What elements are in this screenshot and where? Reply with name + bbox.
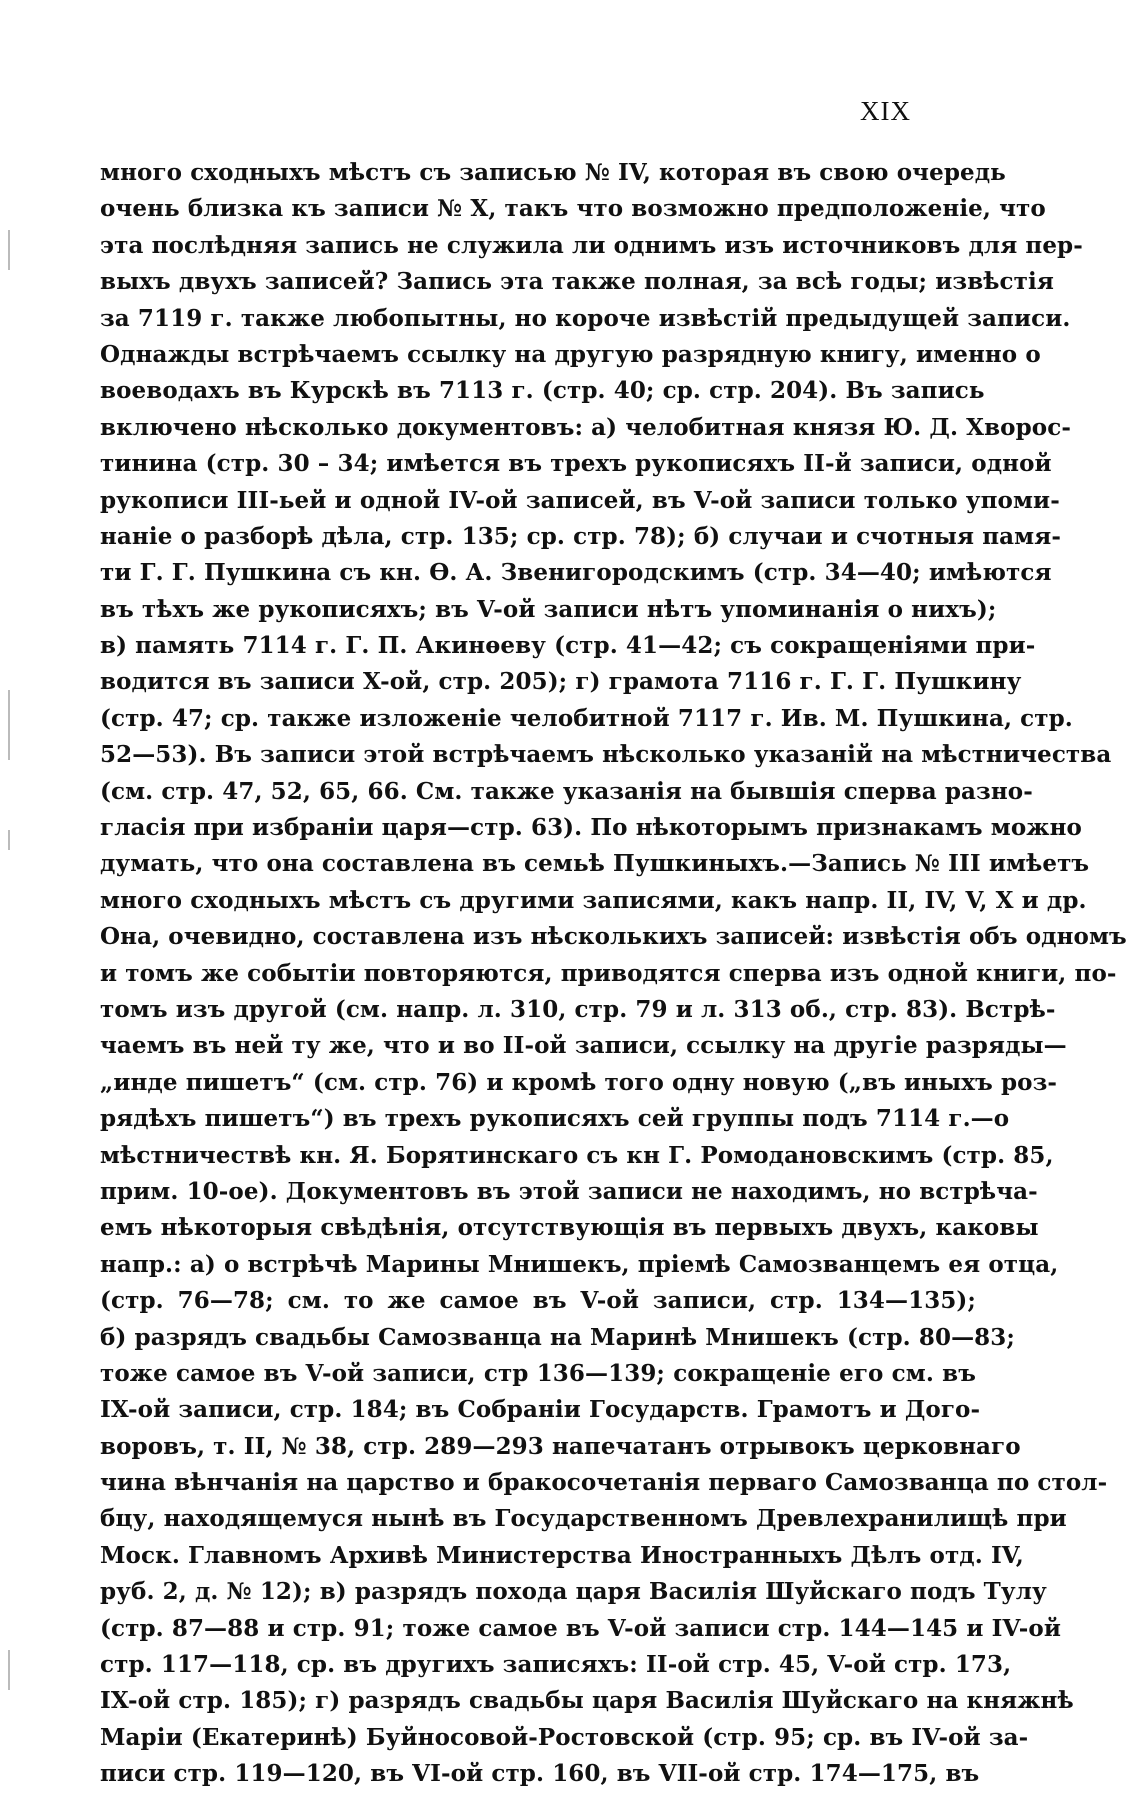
- text-line: Она, очевидно, составлена изъ нѣсколькихъ записей: извѣстія объ одномъ: [100, 923, 1127, 951]
- text-line: наніе о разборѣ дѣла, стр. 135; ср. стр. 78); б) случаи и счотныя памя-: [100, 522, 1061, 550]
- text-line: чина вѣнчанія на царство и бракосочетанія перваго Самозванца по стол-: [100, 1469, 1108, 1497]
- text-line: включено нѣсколько документовъ: а) челобитная князя Ю. Д. Хворос-: [100, 413, 1071, 441]
- text-line: прим. 10-ое). Документовъ въ этой записи не находимъ, но встрѣча-: [100, 1177, 1038, 1205]
- text-line: писи стр. 119—120, въ VI-ой стр. 160, въ VII-ой стр. 174—175, въ: [100, 1760, 980, 1788]
- text-line: гласія при избраніи царя—стр. 63). По нѣкоторымъ признакамъ можно: [100, 814, 1083, 842]
- text-line: (стр. 47; ср. также изложеніе челобитной 7117 г. Ив. М. Пушкина, стр.: [100, 704, 1073, 732]
- margin-mark: [8, 830, 10, 850]
- text-line: (стр. 87—88 и стр. 91; тоже самое въ V-ой записи стр. 144—145 и IV-ой: [100, 1614, 1062, 1642]
- text-line: много сходныхъ мѣстъ съ другими записями, какъ напр. II, IV, V, X и др.: [100, 886, 1087, 914]
- text-line: думать, что она составлена въ семьѣ Пушкиныхъ.—Запись № III имѣетъ: [100, 850, 1090, 878]
- text-line: руб. 2, д. № 12); в) разрядъ похода царя Василія Шуйскаго подъ Тулу: [100, 1578, 1047, 1606]
- text-line: тоже самое въ V-ой записи, стр 136—139; сокращеніе его см. въ: [100, 1359, 976, 1387]
- margin-mark: [8, 690, 10, 760]
- text-line: емъ нѣкоторыя свѣдѣнія, отсутствующія въ первыхъ двухъ, каковы: [100, 1214, 1039, 1242]
- text-line: IX-ой стр. 185); г) разрядъ свадьбы царя Василія Шуйскаго на княжнѣ: [100, 1687, 1074, 1715]
- text-line: воровъ, т. II, № 38, стр. 289—293 напечатанъ отрывокъ церковнаго: [100, 1432, 1021, 1460]
- text-line: въ тѣхъ же рукописяхъ; въ V-ой записи нѣтъ упоминанія о нихъ);: [100, 595, 997, 623]
- page-number: XIX: [860, 96, 911, 126]
- text-line: воеводахъ въ Курскѣ въ 7113 г. (стр. 40; ср. стр. 204). Въ запись: [100, 377, 985, 405]
- text-line: ти Г. Г. Пушкина съ кн. Ѳ. А. Звенигородскимъ (стр. 34—40; имѣются: [100, 559, 1052, 587]
- text-line: чаемъ въ ней ту же, что и во II-ой записи, ссылку на другіе разряды—: [100, 1032, 1067, 1060]
- text-line: (стр. 76—78; см. то же самое въ V-ой записи, стр. 134—135);: [100, 1287, 976, 1315]
- margin-mark: [8, 1650, 10, 1690]
- text-line: бцу, находящемуся нынѣ въ Государственномъ Древлехранилищѣ при: [100, 1505, 1067, 1533]
- text-line: 52—53). Въ записи этой встрѣчаемъ нѣсколько указаній на мѣстничества: [100, 741, 1112, 769]
- text-line: водится въ записи X-ой, стр. 205); г) грамота 7116 г. Г. Г. Пушкину: [100, 668, 1022, 696]
- text-line: б) разрядъ свадьбы Самозванца на Маринѣ Мнишекъ (стр. 80—83;: [100, 1323, 1015, 1351]
- text-line: „инде пишетъ“ (см. стр. 76) и кромѣ того одну новую („въ иныхъ роз-: [100, 1068, 1057, 1096]
- text-line: эта послѣдняя запись не служила ли однимъ изъ источниковъ для пер-: [100, 231, 1083, 259]
- text-line: много сходныхъ мѣстъ съ записью № IV, которая въ свою очередь: [100, 159, 1006, 186]
- text-line: томъ изъ другой (см. напр. л. 310, стр. 79 и л. 313 об., стр. 83). Встрѣ-: [100, 995, 1056, 1023]
- text-line: (см. стр. 47, 52, 65, 66. См. также указанія на бывшія сперва разно-: [100, 777, 1033, 805]
- text-line: Моск. Главномъ Архивѣ Министерства Иностранныхъ Дѣлъ отд. IV,: [100, 1541, 1024, 1569]
- margin-mark: [8, 230, 10, 270]
- text-line: за 7119 г. также любопытны, но короче извѣстій предыдущей записи.: [100, 304, 1071, 332]
- text-line: IX-ой записи, стр. 184; въ Собраніи Государств. Грамотъ и Дого-: [100, 1396, 981, 1424]
- text-line: очень близка къ записи № X, такъ что возможно предположеніе, что: [100, 195, 1046, 223]
- text-line: Однажды встрѣчаемъ ссылку на другую разрядную книгу, именно о: [100, 340, 1041, 368]
- text-line: стр. 117—118, ср. въ другихъ записяхъ: II-ой стр. 45, V-ой стр. 173,: [100, 1651, 1012, 1679]
- text-line: выхъ двухъ записей? Запись эта также полная, за всѣ годы; извѣстія: [100, 268, 1054, 296]
- text-line: рукописи III-ьей и одной IV-ой записей, въ V-ой записи только упоми-: [100, 486, 1060, 514]
- text-line: рядѣхъ пишетъ“) въ трехъ рукописяхъ сей группы подъ 7114 г.—о: [100, 1105, 1010, 1133]
- body-text: [100, 155, 1127, 1793]
- text-line: мѣстничествѣ кн. Я. Борятинскаго съ кн Г. Ромодановскимъ (стр. 85,: [100, 1141, 1054, 1169]
- text-line: в) память 7114 г. Г. П. Акинѳеву (стр. 41—42; съ сокращеніями при-: [100, 632, 1036, 660]
- text-line: тинина (стр. 30 – 34; имѣется въ трехъ рукописяхъ II-й записи, одной: [100, 450, 1052, 478]
- text-line: Маріи (Екатеринѣ) Буйносовой-Ростовской (стр. 95; ср. въ IV-ой за-: [100, 1723, 1029, 1751]
- text-line: и томъ же событіи повторяются, приводятся сперва изъ одной книги, по-: [100, 959, 1117, 987]
- text-line: напр.: а) о встрѣчѣ Марины Мнишекъ, пріемѣ Самозванцемъ ея отца,: [100, 1250, 1059, 1278]
